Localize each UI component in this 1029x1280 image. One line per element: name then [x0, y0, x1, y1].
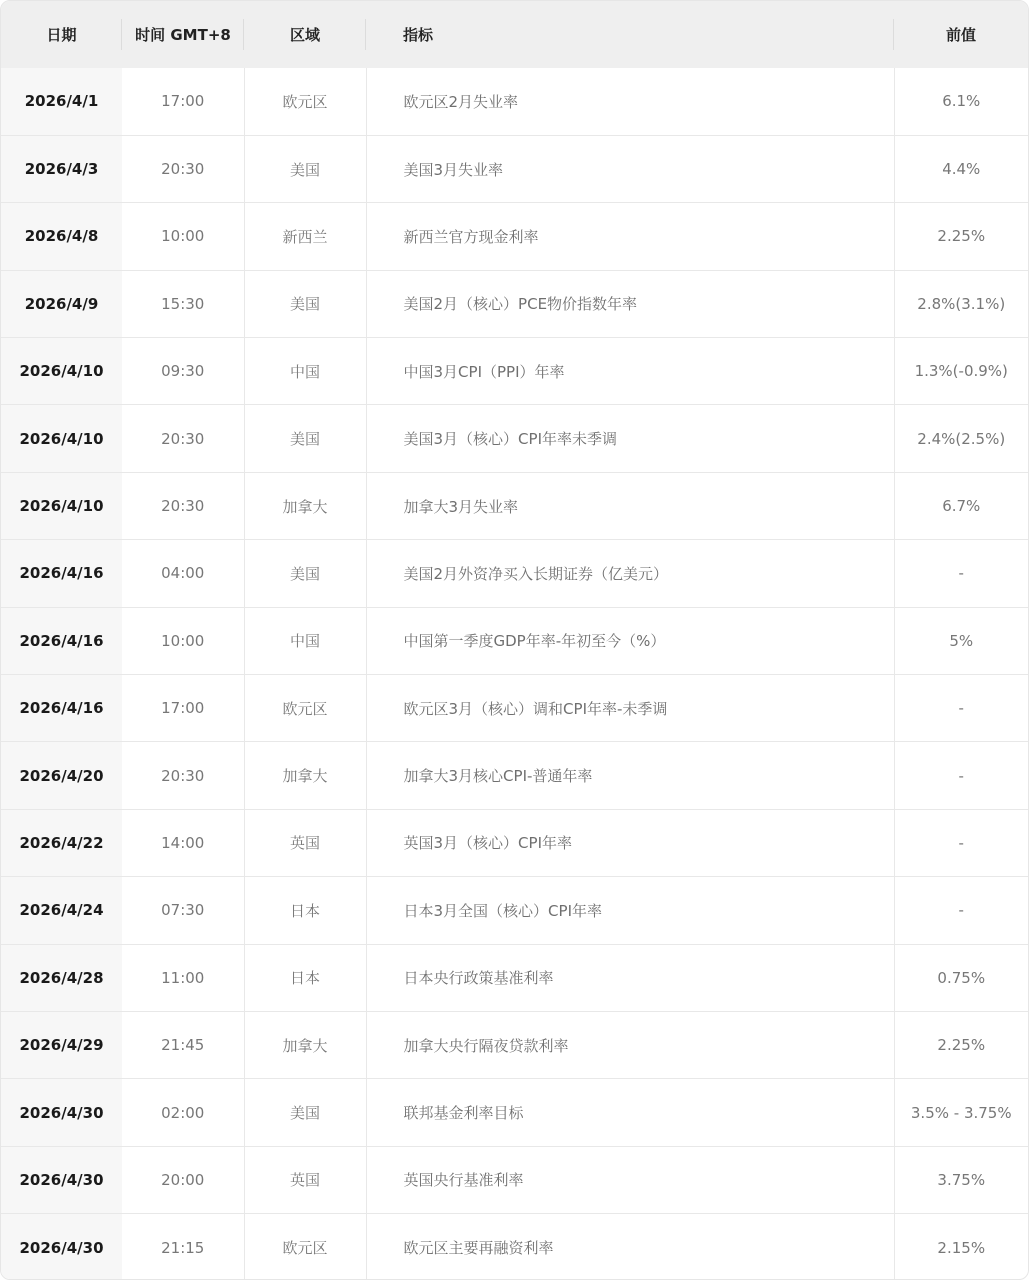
table-row	[1, 877, 1028, 944]
table-row	[1, 135, 1028, 202]
cell-date: 2026/4/24	[1, 877, 122, 944]
cell-previous: 3.75%	[894, 1146, 1028, 1213]
cell-indicator: 英国3月（核心）CPI年率	[366, 809, 894, 876]
table-row	[1, 1079, 1028, 1146]
cell-time: 14:00	[122, 809, 244, 876]
cell-time: 04:00	[122, 540, 244, 607]
cell-time: 17:00	[122, 675, 244, 742]
table-row	[1, 809, 1028, 876]
cell-previous: -	[894, 540, 1028, 607]
cell-indicator: 加拿大3月核心CPI-普通年率	[366, 742, 894, 809]
cell-indicator: 日本央行政策基准利率	[366, 944, 894, 1011]
cell-region: 欧元区	[244, 675, 366, 742]
cell-previous: -	[894, 809, 1028, 876]
cell-date: 2026/4/10	[1, 405, 122, 472]
cell-region: 日本	[244, 877, 366, 944]
cell-region: 中国	[244, 338, 366, 405]
cell-region: 美国	[244, 540, 366, 607]
cell-indicator: 美国2月（核心）PCE物价指数年率	[366, 270, 894, 337]
cell-time: 20:30	[122, 472, 244, 539]
cell-date: 2026/4/16	[1, 540, 122, 607]
cell-previous: 6.1%	[942, 92, 981, 111]
column-header-indicator: 指标	[366, 1, 894, 68]
cell-time: 10:00	[122, 203, 244, 270]
cell-indicator: 欧元区2月失业率	[366, 68, 894, 135]
cell-date: 2026/4/16	[1, 675, 122, 742]
cell-region: 欧元区	[244, 1214, 366, 1280]
cell-previous: -	[894, 675, 1028, 742]
cell-time: 17:00	[122, 68, 244, 135]
cell-indicator: 加拿大3月失业率	[366, 472, 894, 539]
cell-time: 11:00	[122, 944, 244, 1011]
table-row	[1, 68, 1028, 135]
cell-time: 09:30	[122, 338, 244, 405]
table-row	[1, 540, 1028, 607]
cell-region: 美国	[244, 135, 366, 202]
header-row	[1, 1, 1028, 68]
table-row	[1, 607, 1028, 674]
cell-date: 2026/4/3	[1, 135, 122, 202]
cell-region: 欧元区	[244, 68, 366, 135]
cell-region: 新西兰	[244, 203, 366, 270]
cell-indicator: 中国第一季度GDP年率-年初至今（%）	[366, 607, 894, 674]
cell-previous: 6.7%	[894, 472, 1028, 539]
cell-time: 07:30	[122, 877, 244, 944]
cell-date: 2026/4/22	[1, 809, 122, 876]
column-header-date: 日期	[1, 1, 122, 68]
cell-previous: 4.4%	[894, 135, 1028, 202]
cell-date: 2026/4/30	[1, 1214, 122, 1280]
cell-indicator: 美国2月外资净买入长期证券（亿美元）	[366, 540, 894, 607]
cell-date: 2026/4/10	[1, 472, 122, 539]
table-row	[1, 270, 1028, 337]
cell-date: 2026/4/10	[1, 338, 122, 405]
cell-previous: 2.25%	[894, 203, 1028, 270]
cell-time: 20:30	[122, 405, 244, 472]
cell-date: 2026/4/16	[1, 607, 122, 674]
cell-previous: 2.15%	[894, 1214, 1028, 1280]
cell-region: 美国	[244, 1079, 366, 1146]
cell-date: 2026/4/9	[1, 270, 122, 337]
cell-indicator: 联邦基金利率目标	[366, 1079, 894, 1146]
cell-region: 美国	[244, 270, 366, 337]
cell-region: 日本	[244, 944, 366, 1011]
cell-time: 21:45	[122, 1011, 244, 1078]
table-body	[1, 68, 1028, 1280]
table-row	[1, 675, 1028, 742]
cell-date: 2026/4/1	[1, 68, 122, 135]
cell-time: 02:00	[122, 1079, 244, 1146]
cell-region: 英国	[244, 809, 366, 876]
cell-previous: 2.4%(2.5%)	[894, 405, 1028, 472]
cell-indicator: 中国3月CPI（PPI）年率	[366, 338, 894, 405]
table-row	[1, 1146, 1028, 1213]
cell-date: 2026/4/30	[1, 1146, 122, 1213]
cell-time: 20:00	[122, 1146, 244, 1213]
cell-indicator: 美国3月（核心）CPI年率未季调	[366, 405, 894, 472]
cell-previous: -	[894, 742, 1028, 809]
column-header-region: 区域	[244, 1, 366, 68]
table-row	[1, 203, 1028, 270]
cell-time: 10:00	[122, 607, 244, 674]
cell-date: 2026/4/8	[1, 203, 122, 270]
cell-time: 20:30	[122, 742, 244, 809]
table-row	[1, 472, 1028, 539]
cell-indicator: 日本3月全国（核心）CPI年率	[366, 877, 894, 944]
cell-indicator: 欧元区主要再融资利率	[366, 1214, 894, 1280]
cell-previous: 1.3%(-0.9%)	[894, 338, 1028, 405]
cell-date: 2026/4/28	[1, 944, 122, 1011]
table-row	[1, 1214, 1028, 1280]
cell-indicator: 英国央行基准利率	[366, 1146, 894, 1213]
table-header	[1, 1, 1028, 68]
cell-time: 20:30	[122, 135, 244, 202]
cell-previous: 0.75%	[894, 944, 1028, 1011]
table-row	[1, 944, 1028, 1011]
cell-previous: 3.5% - 3.75%	[894, 1079, 1028, 1146]
cell-indicator: 加拿大央行隔夜贷款利率	[366, 1011, 894, 1078]
cell-indicator: 新西兰官方现金利率	[366, 203, 894, 270]
cell-previous: 2.8%(3.1%)	[894, 270, 1028, 337]
cell-previous: -	[894, 877, 1028, 944]
cell-date: 2026/4/30	[1, 1079, 122, 1146]
table-row	[1, 742, 1028, 809]
cell-region: 加拿大	[244, 1011, 366, 1078]
cell-region: 加拿大	[244, 472, 366, 539]
cell-date: 2026/4/29	[1, 1011, 122, 1078]
table-row	[1, 338, 1028, 405]
cell-indicator: 欧元区3月（核心）调和CPI年率-未季调	[366, 675, 894, 742]
cell-previous: 5%	[894, 607, 1028, 674]
cell-region: 美国	[244, 405, 366, 472]
cell-time: 21:15	[122, 1214, 244, 1280]
cell-date: 2026/4/20	[1, 742, 122, 809]
table-row	[1, 1011, 1028, 1078]
cell-time: 15:30	[122, 270, 244, 337]
cell-region: 英国	[244, 1146, 366, 1213]
cell-previous: 2.25%	[894, 1011, 1028, 1078]
column-header-previous: 前值	[894, 1, 1028, 68]
cell-region: 加拿大	[244, 742, 366, 809]
column-header-time: 时间 GMT+8	[122, 1, 244, 68]
calendar-table	[1, 1, 1028, 1280]
cell-region: 中国	[244, 607, 366, 674]
table-row	[1, 405, 1028, 472]
cell-indicator: 美国3月失业率	[366, 135, 894, 202]
